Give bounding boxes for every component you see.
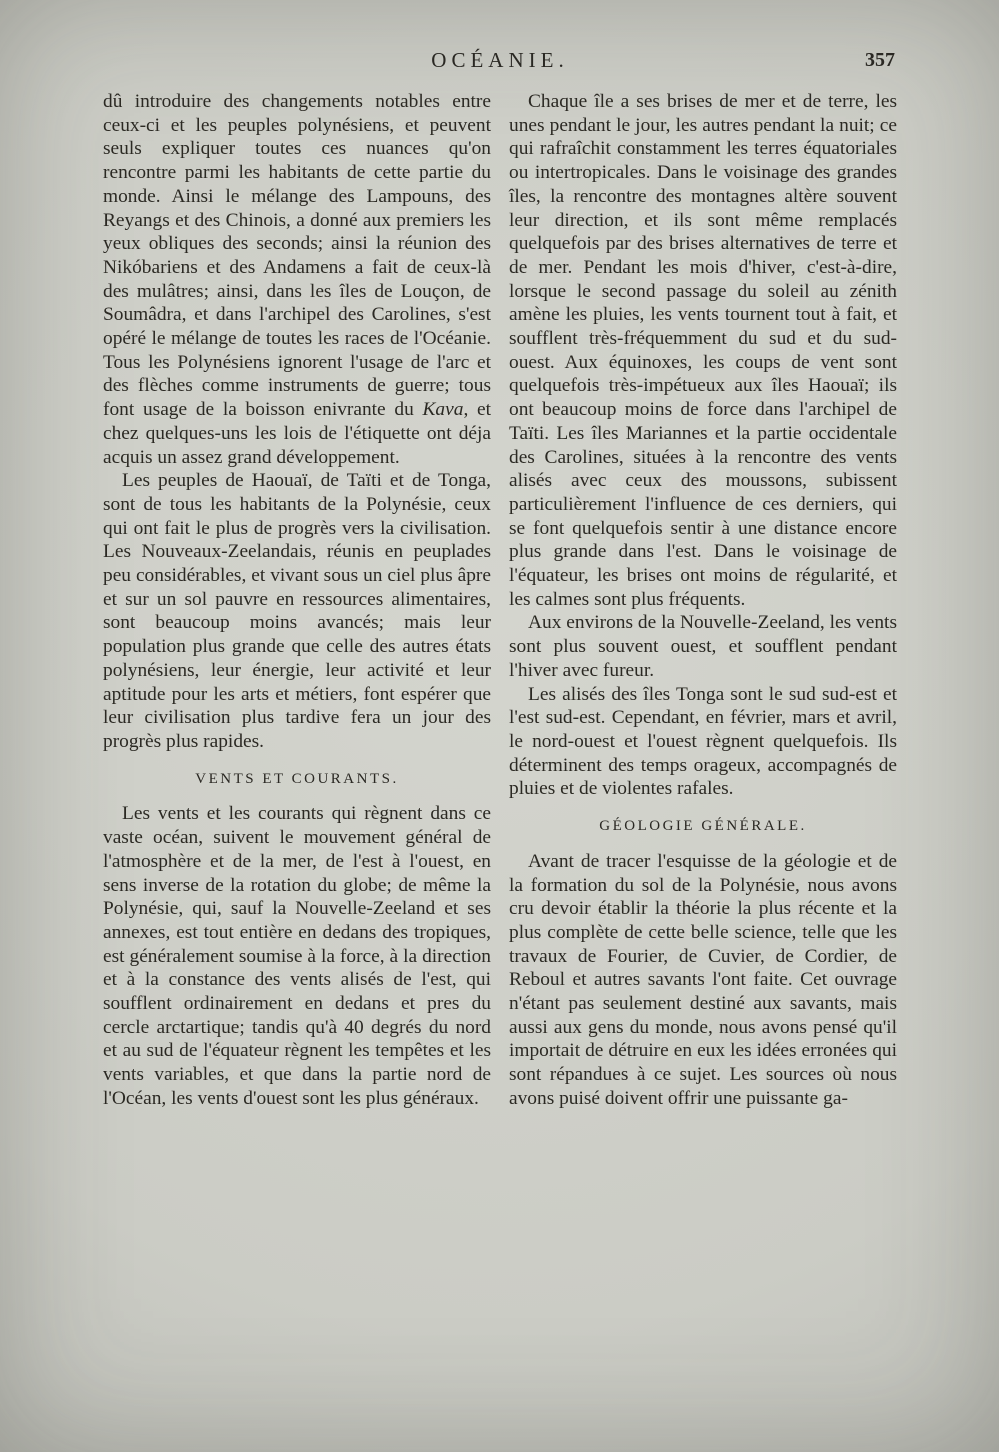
paragraph: Les vents et les courants qui règnent dans ce vaste océan, suivent le mouvement général de l'atmosphère et de la mer, de l'est à l'ouest, en sens inverse de la rotation du globe; de même la Polynésie, qui, sauf la Nouvelle-Zeeland et ses annexes, est tout entière en dedans des tropiques, est généralement soumise à la force, à la direction et à la constance des vents alisés de l'est, qui soufflent ordinairement en dedans et pres du cercle arctartique; tandis qu'à 40 degrés du nord et au sud de l'équateur règnent les tempêtes et les vents variables, et que dans la partie nord de l'Océan, les vents d'ouest sont les plus généraux. — [103, 803, 491, 1109]
page-number: 357 — [865, 49, 895, 71]
right-column — [509, 90, 897, 1111]
text-columns — [103, 90, 897, 1111]
paragraph: Les peuples de Haouaï, de Taïti et de Tonga, sont de tous les habitants de la Polynésie, ceux qui ont fait le plus de progrès vers la civilisation. Les Nouveaux-Zeelandais, réunis en peuplades peu considérables, et vivant sous un ciel plus âpre et sur un sol pauvre en ressources alimentaires, sont beaucoup moins avancés; mais leur population plus grande que celle des autres états polynésiens, leur énergie, leur activité et leur aptitude pour les arts et métiers, font espérer que leur civilisation plus tardive fera un jour des progrès plus rapides. — [103, 470, 491, 752]
section-heading: GÉOLOGIE GÉNÉRALE. — [599, 818, 807, 835]
left-column — [103, 90, 491, 1111]
paragraph: dû introduire des changements notables entre ceux-ci et les peuples polynésiens, et peuvent seuls expliquer toutes ces nuances qu'on rencontre parmi les habitants de cette partie du monde. Ainsi le mélange des Lampouns, des Reyangs et des Chinois, a donné aux premiers les yeux obliques des seconds; ainsi la réunion des Nikóbariens et des Andamens a fait de ceux-là des mulâtres; ainsi, dans les îles de Louçon, de Soumâdra, et dans l'archipel des Carolines, s'est opéré le mélange de toutes les races de l'Océanie. Tous les Polynésiens ignorent l'usage de l'arc et des flèches comme instruments de guerre; tous font usage de la boisson enivrante du Kava, et chez quelques-uns les lois de l'étiquette ont déja acquis un assez grand développement. — [103, 91, 491, 468]
section-heading: VENTS ET COURANTS. — [195, 770, 399, 787]
page-header — [103, 48, 897, 78]
paragraph: Chaque île a ses brises de mer et de terre, les unes pendant le jour, les autres pendant la nuit; ce qui rafraîchit constamment les terres équatoriales ou intertropicales. Dans le voisinage des grandes îles, la rencontre des montagnes altère souvent leur direction, et ils sont même remplacés quelquefois par des brises alternatives de terre et de mer. Pendant les mois d'hiver, c'est-à-dire, lorsque le second passage du soleil au zénith amène les pluies, les vents tournent tout à fait, et soufflent très-fréquemment du sud et du sud-ouest. Aux équinoxes, les coups de vent sont quelquefois très-impétueux aux îles Haouaï; ils ont beaucoup moins de force dans l'archipel de Taïti. Les îles Mariannes et la partie occidentale des Carolines, situées à la rencontre des vents alisés avec ceux des moussons, subissent particulièrement l'influence de ces derniers, qui se font quelquefois sentir à une distance encore plus grande dans l'est. Dans le voisinage de l'équateur, les brises ont moins de régularité, et les calmes sont plus fréquents. — [509, 91, 897, 610]
paragraph: Les alisés des îles Tonga sont le sud sud-est et l'est sud-est. Cependant, en février, mars et avril, le nord-ouest et l'ouest règnent quelquefois. Ils déterminent des temps orageux, accompagnés de pluies et de violentes rafales. — [509, 683, 897, 800]
paragraph: Aux environs de la Nouvelle-Zeeland, les vents sont plus souvent ouest, et soufflent pendant l'hiver avec fureur. — [509, 612, 897, 681]
paragraph: Avant de tracer l'esquisse de la géologie et de la formation du sol de la Polynésie, nous avons cru devoir établir la théorie la plus récente et la plus complète de cette belle science, telle que les travaux de Fourier, de Cuvier, de Cordier, de Reboul et autres savants l'ont faite. Cet ouvrage n'étant pas seulement destiné aux savants, mais aussi aux gens du monde, nous avons pensé qu'il importait de détruire en eux les idées erronées qui sont répandues à ce sujet. Les sources où nous avons puisé doivent offrir une puissante ga- — [509, 850, 897, 1109]
running-title: OCÉANIE. — [431, 48, 569, 72]
